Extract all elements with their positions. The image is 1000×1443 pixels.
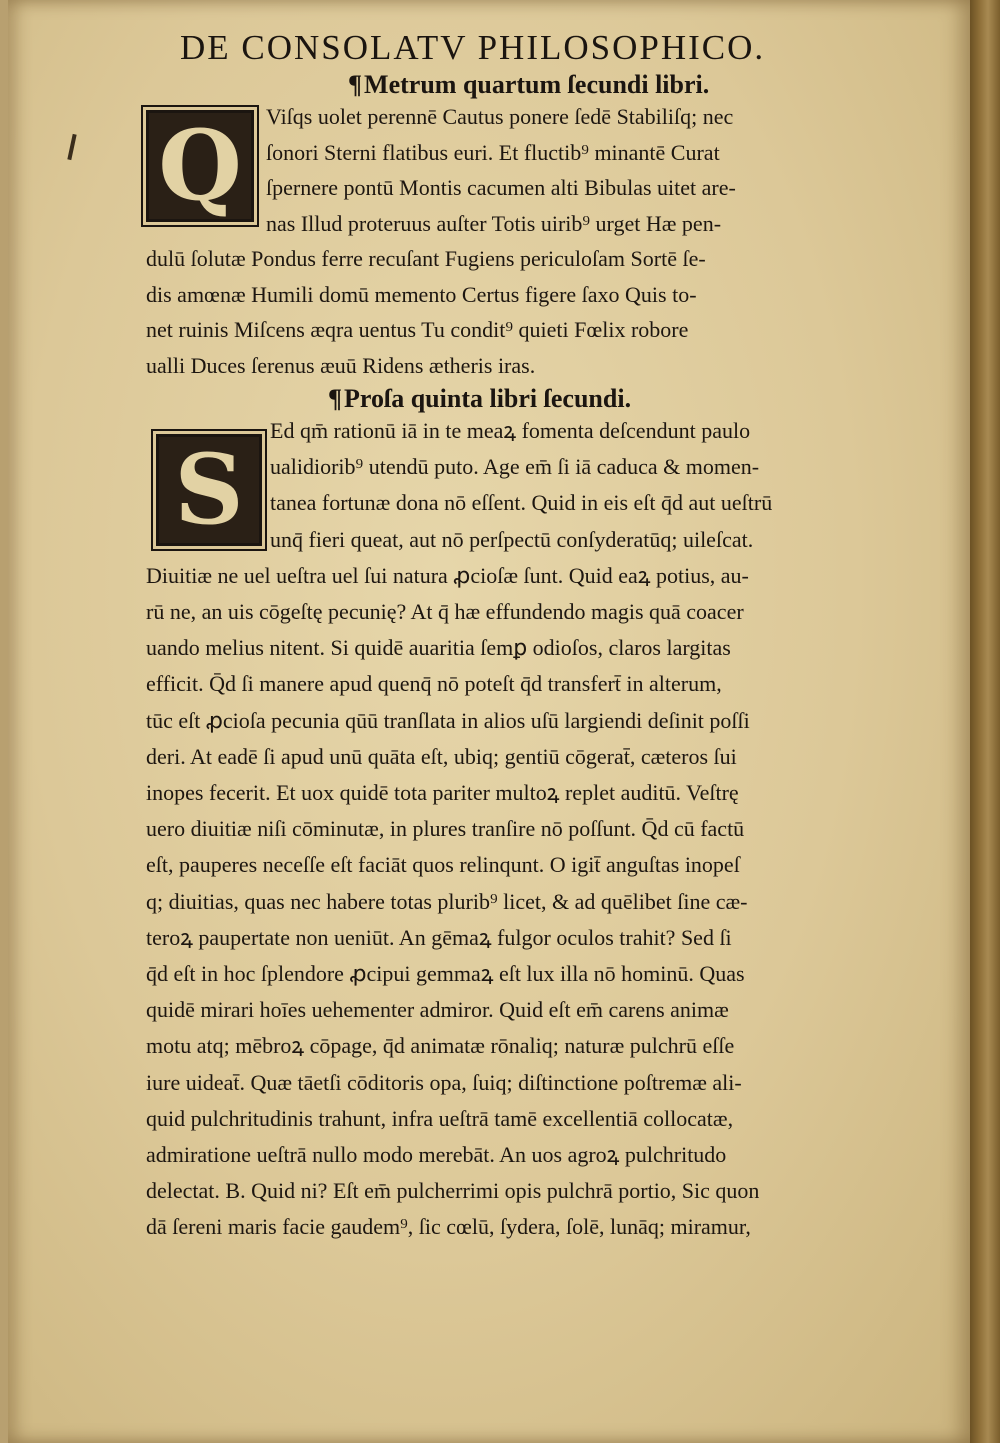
section-heading-metrum: ¶Metrum quartum ſecundi libri. (348, 70, 710, 99)
text-line: unq̄ fieri queat, aut nō perſpectū conſyderatūq; uileſcat. (270, 526, 754, 552)
text-line: dis amœnæ Humili domū memento Certus figere ſaxo Quis to- (146, 281, 697, 307)
text-line: inopes fecerit. Et uox quidē tota pariter multoꝝ replet auditū. Veſtrę (146, 780, 739, 805)
text-line: q; diuitias, quas nec habere totas plurib⁹ licet, & ad quēlibet ſine cæ- (146, 888, 748, 914)
text-line: ſonori Sterni flatibus euri. Et fluctib⁹ minantē Curat (266, 139, 720, 165)
margin-mark (67, 134, 76, 160)
text-line: admiratione ueſtrā nullo modo merebāt. An uos agroꝝ pulchritudo (146, 1142, 727, 1167)
text-line: efficit. Q̄d ſi manere apud quenq̄ nō poteſt q̄d transfert̄ in alterum, (146, 671, 722, 697)
decorated-initial-s (156, 434, 262, 546)
text-line: ualidiorib⁹ utendū puto. Age em̄ ſi iā caduca & momen- (270, 454, 760, 480)
book-page (8, 0, 970, 1443)
text-line: rū ne, an uis cōgeſtę pecunię? At q̄ hæ effundendo magis quā coacer (146, 599, 744, 624)
text-line: quid pulchritudinis trahunt, infra ueſtrā tamē excellentiā collocatæ, (146, 1105, 734, 1131)
text-line: motu atq; mēbroꝝ cōpage, q̄d animatæ rōnaliq; naturæ pulchrū eſſe (146, 1033, 735, 1059)
text-line: dulū ſolutæ Pondus ferre recuſant Fugiens periculoſam Sortē ſe- (146, 246, 706, 271)
section-heading-prosa: ¶Proſa quinta libri ſecundi. (328, 384, 632, 413)
text-line: dā ſereni maris facie gaudem⁹, ſic cœlū, ſydera, ſolē, lunāq; miramur, (146, 1214, 751, 1240)
initial-letter: S (174, 433, 244, 546)
text-line: q̄d eſt in hoc ſplendore ꝓcipui gemmaꝝ eſt lux illa nō hominū. Quas (146, 961, 745, 986)
text-line: Diuitiæ ne uel ueſtra uel ſui natura ꝓcioſæ ſunt. Quid eaꝝ potius, au- (146, 562, 749, 588)
text-line: teroꝝ paupertate non ueniūt. An gēmaꝝ fulgor oculos trahit? Sed ſi (146, 924, 732, 950)
initial-letter: Q (158, 109, 242, 222)
text-line: ualli Duces ſerenus æuū Ridens ætheris iras. (146, 352, 536, 378)
text-line: quidē mirari hoīes uehementer admiror. Quid eſt em̄ carens animæ (146, 997, 729, 1023)
pilcrow-icon: ¶ (348, 70, 363, 99)
text-line: nas Illud proteruus auſter Totis uirib⁹ urget Hæ pen- (266, 210, 722, 236)
text-line: uero diuitiæ niſi cōminutæ, in plures tranſire nō poſſunt. Q̄d cū factū (146, 816, 745, 842)
decorated-initial-q (146, 110, 254, 222)
text-line: deri. At eadē ſi apud unū quāta eſt, ubiq; gentiū cōgerat̄, cæteros ſui (146, 743, 737, 769)
text-line: delectat. B. Quid ni? Eſt em̄ pulcherrimi opis pulchrā portio, Sic quon (146, 1178, 760, 1204)
pilcrow-icon: ¶ (328, 384, 343, 413)
text-line: uando melius nitent. Si quidē auaritia ſemꝑ odioſos, claros largitas (146, 635, 731, 661)
text-line: tanea fortunæ dona nō eſſent. Quid in eis eſt q̄d aut ueſtrū (270, 490, 773, 516)
text-line: Ed qm̄ rationū iā in te meaꝝ fomenta deſcendunt paulo (270, 418, 751, 443)
text-line: eſt, pauperes neceſſe eſt faciāt quos relinqunt. O igit̄ anguſtas inopeſ (146, 852, 740, 878)
text-line: tūc eſt ꝓcioſa pecunia qūū tranſlata in alios uſū largiendi deſinit poſſi (146, 707, 750, 733)
page-edge (970, 0, 1000, 1443)
text-line: iure uideat̄. Quæ tāetſi cōditoris opa, ſuiq; diſtinctione poſtremæ ali- (146, 1069, 742, 1095)
text-line: Viſqs uolet perennē Cautus ponere ſedē Stabiliſq; nec (266, 104, 734, 129)
text-line: net ruinis Miſcens æqra uentus Tu condit⁹ quieti Fœlix robore (146, 317, 689, 342)
running-header: DE CONSOLATV PHILOSOPHICO. (180, 28, 766, 67)
text-line: ſpernere pontū Montis cacumen alti Bibulas uitet are- (266, 175, 736, 200)
